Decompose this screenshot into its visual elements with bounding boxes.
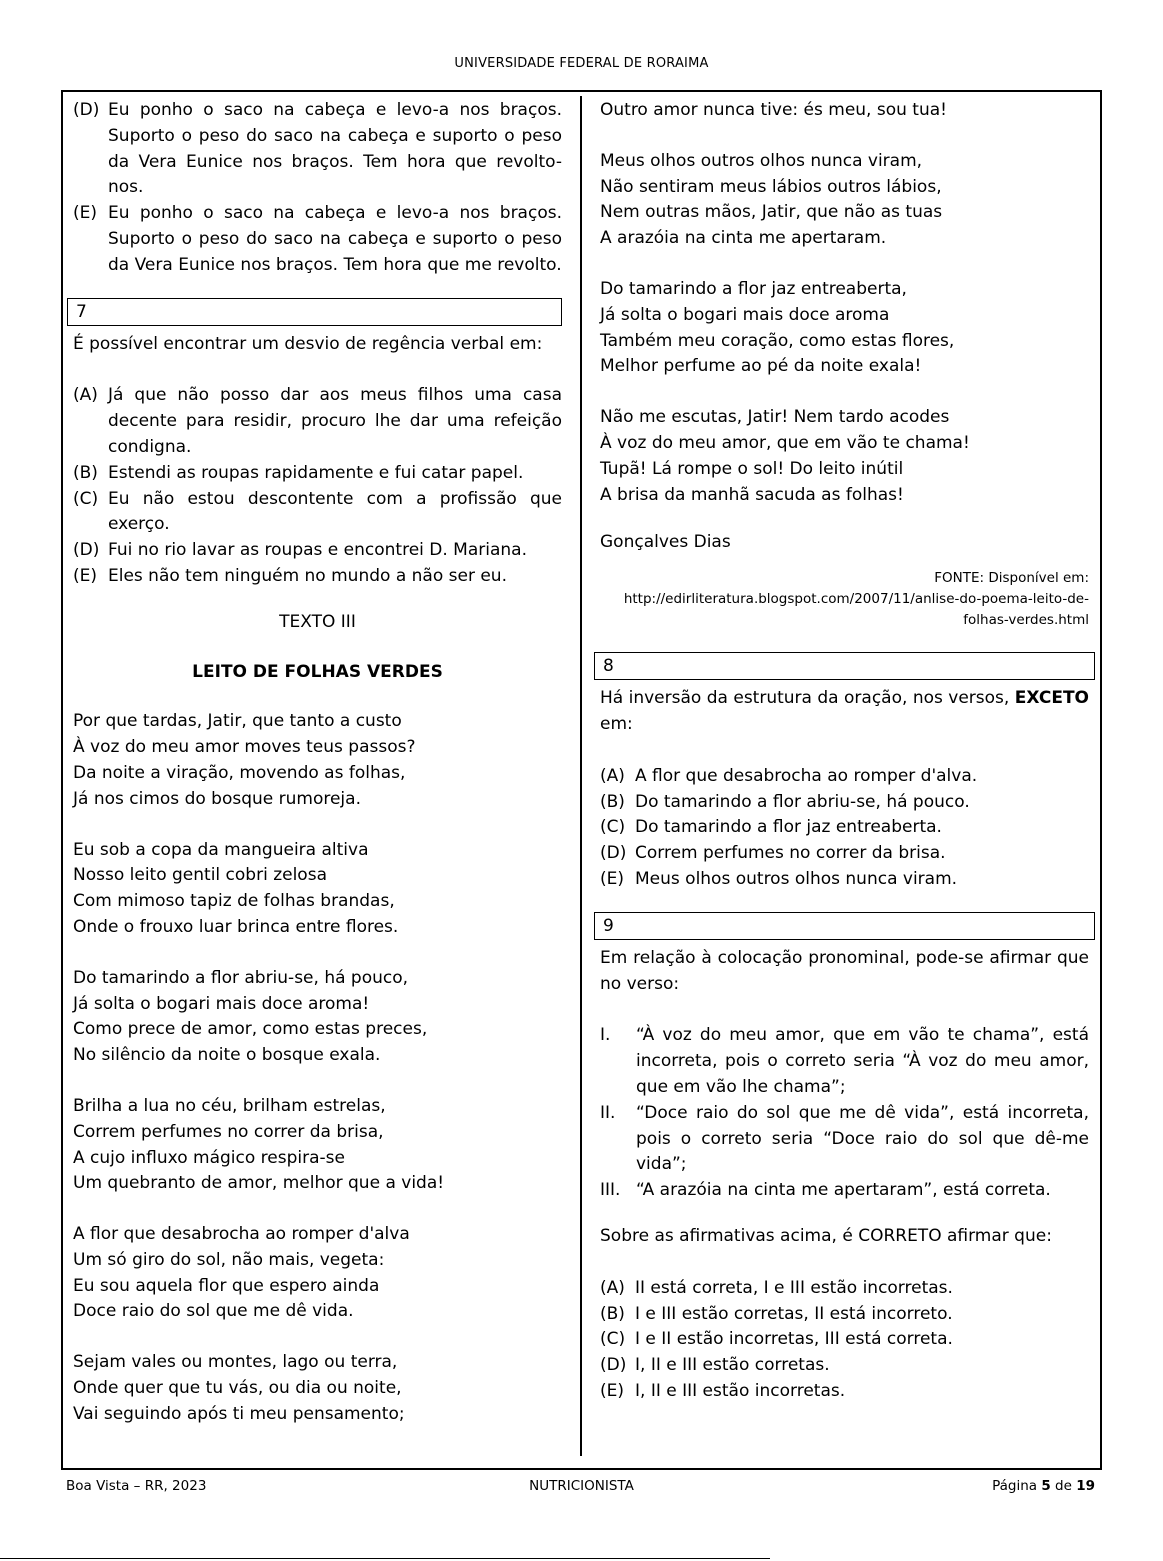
poem-line: Eu sob a copa da mangueira altiva — [73, 839, 369, 860]
poem-line: Eu sou aquela flor que espero ainda — [73, 1275, 380, 1296]
option-text: I e III estão corretas, II está incorreto. — [635, 1303, 953, 1324]
option-label: (C) — [600, 817, 626, 838]
poem-line: Não me escutas, Jatir! Nem tardo acodes — [600, 407, 950, 428]
poem-line: Sejam vales ou montes, lago ou terra, — [73, 1352, 398, 1373]
option-label: (C) — [73, 488, 99, 509]
footer-location: Boa Vista – RR, 2023 — [66, 1478, 207, 1494]
poem-line: Onde o frouxo luar brinca entre flores. — [73, 916, 399, 937]
statement-label: III. — [600, 1180, 621, 1201]
question-8-stem — [600, 686, 1089, 738]
poem-line: Doce raio do sol que me dê vida. — [73, 1301, 354, 1322]
poem-line: Do tamarindo a flor abriu-se, há pouco, — [73, 967, 409, 988]
q8-option-c — [600, 815, 1089, 841]
q7-option-e — [73, 564, 562, 590]
q7-option-a — [73, 383, 562, 460]
option-label: (D) — [73, 540, 100, 561]
q8-option-b — [600, 790, 1089, 816]
q8-option-a — [600, 764, 1089, 790]
poem-line: Brilha a lua no céu, brilham estrelas, — [73, 1095, 386, 1116]
q9-option-e — [600, 1379, 1089, 1405]
q9-statement-3 — [600, 1178, 1089, 1204]
option-label: (B) — [73, 462, 98, 483]
poem-stanza — [600, 149, 1089, 252]
left-column — [73, 98, 562, 1428]
poem-line: À voz do meu amor, que em vão te chama! — [600, 432, 970, 453]
option-label: (D) — [600, 1355, 627, 1376]
poem-stanza — [600, 277, 1089, 380]
option-text: I, II e III estão incorretas. — [635, 1380, 846, 1401]
poem-line: Meus olhos outros olhos nunca viram, — [600, 150, 923, 171]
q7-option-b — [73, 461, 562, 487]
poem-stanza — [73, 1094, 562, 1197]
option-label: (E) — [600, 868, 625, 889]
question-7-stem: É possível encontrar um desvio de regência verbal em: — [73, 333, 543, 354]
bottom-rule — [0, 1558, 770, 1559]
poem-stanza — [600, 405, 1089, 508]
q9-option-d — [600, 1353, 1089, 1379]
column-divider — [580, 96, 582, 1456]
option-label: (B) — [600, 791, 625, 812]
poem-stanza — [73, 838, 562, 941]
poem-line: Por que tardas, Jatir, que tanto a custo — [73, 711, 402, 732]
text-label: TEXTO III — [279, 611, 356, 632]
option-text: I, II e III estão corretas. — [635, 1355, 830, 1376]
poem-line: Vai seguindo após ti meu pensamento; — [73, 1403, 405, 1424]
option-text: Eu não estou descontente com a profissão que exerço. — [108, 488, 562, 535]
option-label: (E) — [73, 565, 98, 586]
q7-option-d — [73, 538, 562, 564]
poem-line: Do tamarindo a flor jaz entreaberta, — [600, 278, 907, 299]
page-prefix: Página — [992, 1478, 1038, 1494]
option-text: Estendi as roupas rapidamente e fui catar papel. — [108, 462, 524, 483]
poem-line: Não sentiram meus lábios outros lábios, — [600, 176, 942, 197]
footer-role: NUTRICIONISTA — [529, 1478, 634, 1494]
option-label: (E) — [73, 203, 98, 224]
q7-option-c — [73, 487, 562, 539]
poem-line: A arazóia na cinta me apertaram. — [600, 228, 887, 249]
question-9-number: 9 — [594, 912, 1095, 940]
option-label: (C) — [600, 1329, 626, 1350]
poem-line: A cujo influxo mágico respira-se — [73, 1147, 345, 1168]
option-text: II está correta, I e III estão incorretas. — [635, 1277, 953, 1298]
poem-line: Já nos cimos do bosque rumoreja. — [73, 788, 361, 809]
q9-statement-1 — [600, 1023, 1089, 1100]
poem-line: Um só giro do sol, não mais, vegeta: — [73, 1249, 385, 1270]
option-label: (A) — [73, 385, 98, 406]
footer-page-number — [992, 1478, 1095, 1494]
option-text: Eles não tem ninguém no mundo a não ser eu. — [108, 565, 507, 586]
poem-line: Onde quer que tu vás, ou dia ou noite, — [73, 1378, 402, 1399]
poem-line: À voz do meu amor moves teus passos? — [73, 737, 416, 758]
statement-label: I. — [600, 1025, 611, 1046]
q8-option-e — [600, 867, 1089, 893]
poem-line: Outro amor nunca tive: és meu, sou tua! — [600, 100, 947, 120]
poem-stanza — [73, 966, 562, 1069]
option-text: A flor que desabrocha ao romper d'alva. — [635, 765, 978, 786]
poem-line: A brisa da manhã sacuda as folhas! — [600, 484, 904, 505]
q9-option-c — [600, 1327, 1089, 1353]
option-label: (E) — [600, 1380, 625, 1401]
poem-line: Como prece de amor, como estas preces, — [73, 1019, 428, 1040]
statement-text: “A arazóia na cinta me apertaram”, está correta. — [636, 1180, 1051, 1201]
poem-title: LEITO DE FOLHAS VERDES — [192, 661, 443, 682]
option-text: Fui no rio lavar as roupas e encontrei D. Mariana. — [108, 540, 527, 561]
poem-line: Já solta o bogari mais doce aroma! — [73, 993, 370, 1014]
poem-stanza — [73, 1222, 562, 1325]
option-label: (B) — [600, 1303, 625, 1324]
poem-stanza — [73, 1350, 562, 1427]
option-text: Meus olhos outros olhos nunca viram. — [635, 868, 958, 889]
right-column — [600, 98, 1089, 1405]
option-text: Eu ponho o saco na cabeça e levo-a nos braços. Suporto o peso do saco na cabeça e suporto o peso da Vera Eunice nos braços. Tem hora que revolto-nos. — [108, 100, 562, 198]
poem-line: Melhor perfume ao pé da noite exala! — [600, 356, 922, 377]
option-label: (A) — [600, 1277, 625, 1298]
option-label: (A) — [600, 765, 625, 786]
option-text: Do tamarindo a flor abriu-se, há pouco. — [635, 791, 970, 812]
poem-line: Um quebranto de amor, melhor que a vida! — [73, 1173, 445, 1194]
stem-text: Há inversão da estrutura da oração, nos versos, — [600, 688, 1010, 709]
q9-statement-2 — [600, 1101, 1089, 1178]
option-e — [73, 201, 562, 278]
poem-line: A flor que desabrocha ao romper d'alva — [73, 1224, 410, 1245]
page-current: 5 — [1041, 1478, 1051, 1494]
page-header: UNIVERSIDADE FEDERAL DE RORAIMA — [454, 56, 709, 71]
poem-line: Da noite a viração, movendo as folhas, — [73, 762, 406, 783]
question-7-number: 7 — [67, 298, 562, 326]
option-label: (D) — [73, 100, 100, 120]
poem-continuation — [600, 98, 1089, 124]
q9-option-a — [600, 1276, 1089, 1302]
option-text: I e II estão incorretas, III está correta. — [635, 1329, 953, 1350]
q9-option-b — [600, 1302, 1089, 1328]
option-text: Correm perfumes no correr da brisa. — [635, 843, 946, 864]
q8-option-d — [600, 841, 1089, 867]
option-text: Eu ponho o saco na cabeça e levo-a nos braços. Suporto o peso do saco na cabeça e suporto o peso da Vera Eunice nos braços. Tem hora que me revolto. — [108, 203, 562, 275]
option-text: Já que não posso dar aos meus filhos uma casa decente para residir, procuro lhe dar uma refeição condigna. — [108, 385, 562, 457]
source-url: http://edirliteratura.blogspot.com/2007/11/anlise-do-poema-leito-de- — [623, 591, 1089, 608]
poem-line: Com mimoso tapiz de folhas brandas, — [73, 891, 395, 912]
source-citation — [600, 568, 1089, 631]
statement-text: “À voz do meu amor, que em vão te chama”, está incorreta, pois o correto seria “À voz do meu amor, que em vão lhe chama”; — [636, 1025, 1089, 1097]
question-8-number: 8 — [594, 652, 1095, 680]
question-9-stem: Em relação à colocação pronominal, pode-se afirmar que no verso: — [600, 947, 1089, 994]
poem-line: Já solta o bogari mais doce aroma — [600, 304, 890, 325]
page-total: 19 — [1076, 1478, 1095, 1494]
poem-line: Tupã! Lá rompe o sol! Do leito inútil — [600, 458, 904, 479]
option-d — [73, 98, 562, 201]
option-label: (D) — [600, 843, 627, 864]
poem-line: Nem outras mãos, Jatir, que não as tuas — [600, 202, 943, 223]
page-of: de — [1055, 1478, 1072, 1494]
poem-line: Correm perfumes no correr da brisa, — [73, 1121, 384, 1142]
statement-text: “Doce raio do sol que me dê vida”, está incorreta, pois o correto seria “Doce raio do sol que dê-me vida”; — [636, 1102, 1089, 1175]
source-url-cont: folhas-verdes.html — [963, 612, 1089, 629]
poem-line: Nosso leito gentil cobri zelosa — [73, 865, 327, 886]
stem-emphasis: EXCETO — [1014, 688, 1090, 709]
source-label: FONTE: Disponível em: — [934, 570, 1089, 587]
statement-label: II. — [600, 1102, 616, 1123]
option-text: Do tamarindo a flor jaz entreaberta. — [635, 817, 942, 838]
poem-author: Gonçalves Dias — [600, 532, 731, 553]
poem-line: Também meu coração, como estas flores, — [600, 330, 955, 351]
poem-stanza — [73, 709, 562, 812]
stem-text: em: — [600, 713, 633, 734]
question-9-prompt: Sobre as afirmativas acima, é CORRETO afirmar que: — [600, 1225, 1052, 1246]
poem-line: No silêncio da noite o bosque exala. — [73, 1045, 381, 1066]
